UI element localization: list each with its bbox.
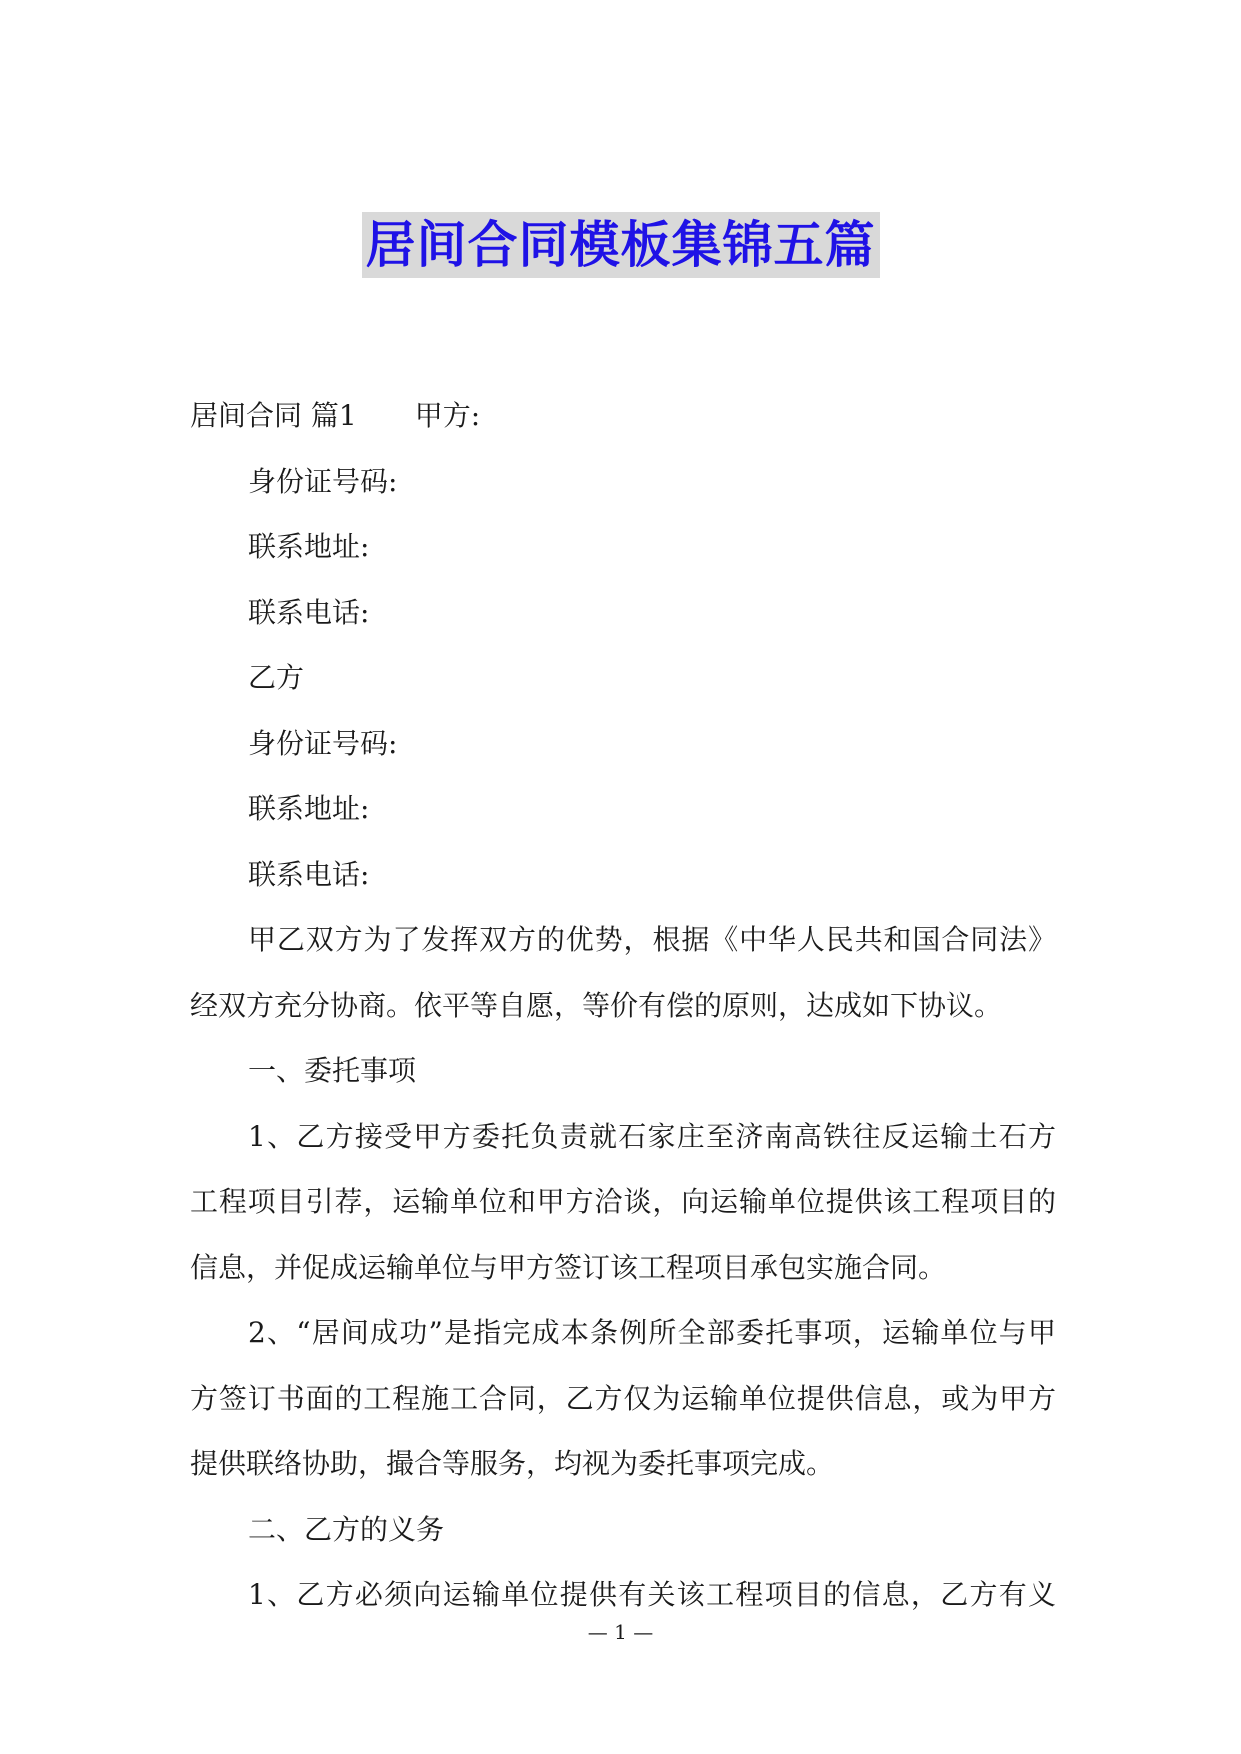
line-party-a-id: 身份证号码: — [248, 464, 398, 498]
party-a-label: 甲方: — [414, 399, 481, 432]
line-party-b-label: 乙方 — [248, 661, 305, 694]
section-heading-2: 二、乙方的义务 — [248, 1512, 445, 1546]
section-heading-1: 一、委托事项 — [248, 1054, 417, 1087]
line-party-a-phone: 联系电话: — [248, 595, 370, 629]
page-number: — 1 — — [587, 1620, 654, 1644]
clause-1-1-line-1: 1、乙方接受甲方委托负责就石家庄至济南高铁往反运输土石方 — [248, 1119, 1056, 1153]
paragraph-preamble-line-2: 经双方充分协商。依平等自愿，等价有偿的原则，达成如下协议。 — [190, 988, 1003, 1022]
clause-2-1-line-1: 1、乙方必须向运输单位提供有关该工程项目的信息，乙方有义 — [248, 1578, 1056, 1611]
line-party-a-address: 联系地址: — [248, 530, 370, 563]
title-container — [0, 212, 1241, 278]
clause-1-1-line-2: 工程项目引荐，运输单位和甲方洽谈，向运输单位提供该工程项目的 — [190, 1185, 1056, 1218]
line-party-b-id: 身份证号码: — [248, 726, 398, 760]
document-title: 居间合同模板集锦五篇 — [362, 212, 880, 278]
clause-1-2-line-1: 2、“居间成功”是指完成本条例所全部委托事项，运输单位与甲 — [248, 1316, 1056, 1349]
clause-1-1-line-3: 信息，并促成运输单位与甲方签订该工程项目承包实施合同。 — [190, 1250, 947, 1284]
document-body — [190, 383, 1056, 1628]
section-heading: 居间合同 篇1 — [190, 399, 357, 432]
clause-1-2-line-3: 提供联络协助，撮合等服务，均视为委托事项完成。 — [190, 1447, 835, 1480]
line-party-b-phone: 联系电话: — [248, 857, 370, 891]
line-header — [190, 383, 1056, 449]
paragraph-preamble-line-1: 甲乙双方为了发挥双方的优势，根据《中华人民共和国合同法》 — [248, 923, 1056, 956]
line-party-b-address: 联系地址: — [248, 792, 370, 825]
clause-1-2-line-2: 方签订书面的工程施工合同，乙方仅为运输单位提供信息，或为甲方 — [190, 1381, 1056, 1415]
